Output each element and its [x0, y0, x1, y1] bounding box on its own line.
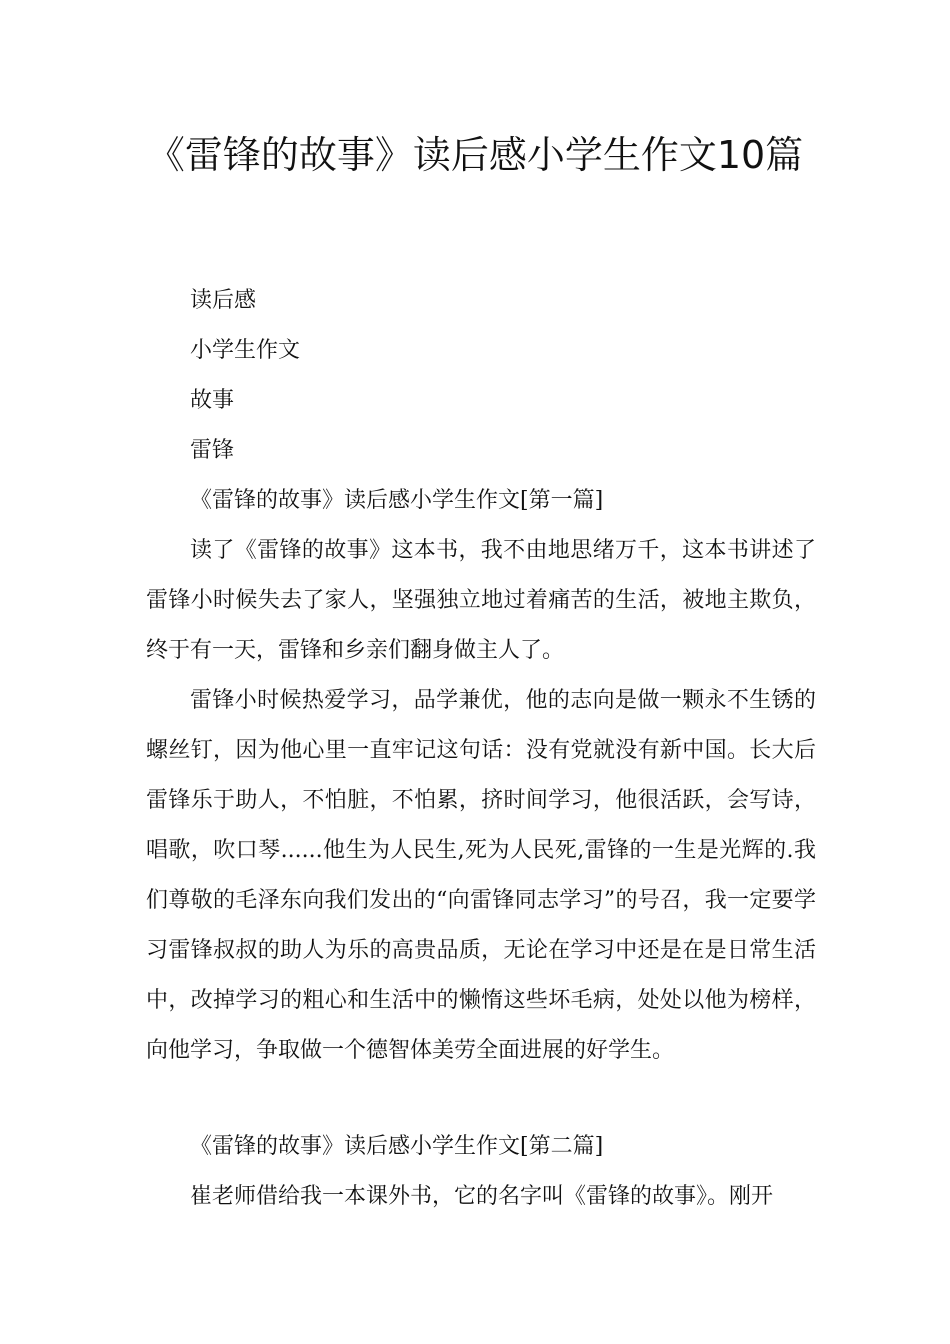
section-heading-1: 《雷锋的故事》读后感小学生作文[第一篇] — [190, 488, 604, 513]
paragraph-2: 雷锋小时候热爱学习，品学兼优，他的志向是做一颗永不生锈的螺丝钉，因为他心里一直牢记这句话：没有党就没有新中国。长大后雷锋乐于助人，不怕脏，不怕累，挤时间学习，他很活跃，会写诗，唱歌，吹口琴......他生为人民生,死为人民死,雷锋的一生是光辉的.我们尊敬的毛泽东向我们发出的“向雷锋同志学习”的号召，我一定要学习雷锋叔叔的助人为乐的高贵品质，无论在学习中还是在是日常生活中，改掉学习的粗心和生活中的懒惰这些坏毛病，处处以他为榜样，向他学习，争取做一个德智体美劳全面进展的好学生。 — [146, 688, 816, 1063]
tag-reading-reflection: 读后感 — [190, 288, 257, 313]
document-title: 《雷锋的故事》读后感小学生作文10篇 — [146, 133, 804, 177]
section-heading-2: 《雷锋的故事》读后感小学生作文[第二篇] — [190, 1134, 604, 1159]
tag-story: 故事 — [190, 388, 235, 413]
paragraph-3: 崔老师借给我一本课外书，它的名字叫《雷锋的故事》。刚开 — [190, 1184, 774, 1209]
tag-lei-feng: 雷锋 — [190, 438, 235, 463]
tag-pupil-essay: 小学生作文 — [190, 338, 301, 363]
paragraph-1: 读了《雷锋的故事》这本书，我不由地思绪万千，这本书讲述了雷锋小时候失去了家人，坚强独立地过着痛苦的生活，被地主欺负，终于有一天，雷锋和乡亲们翻身做主人了。 — [146, 538, 816, 663]
